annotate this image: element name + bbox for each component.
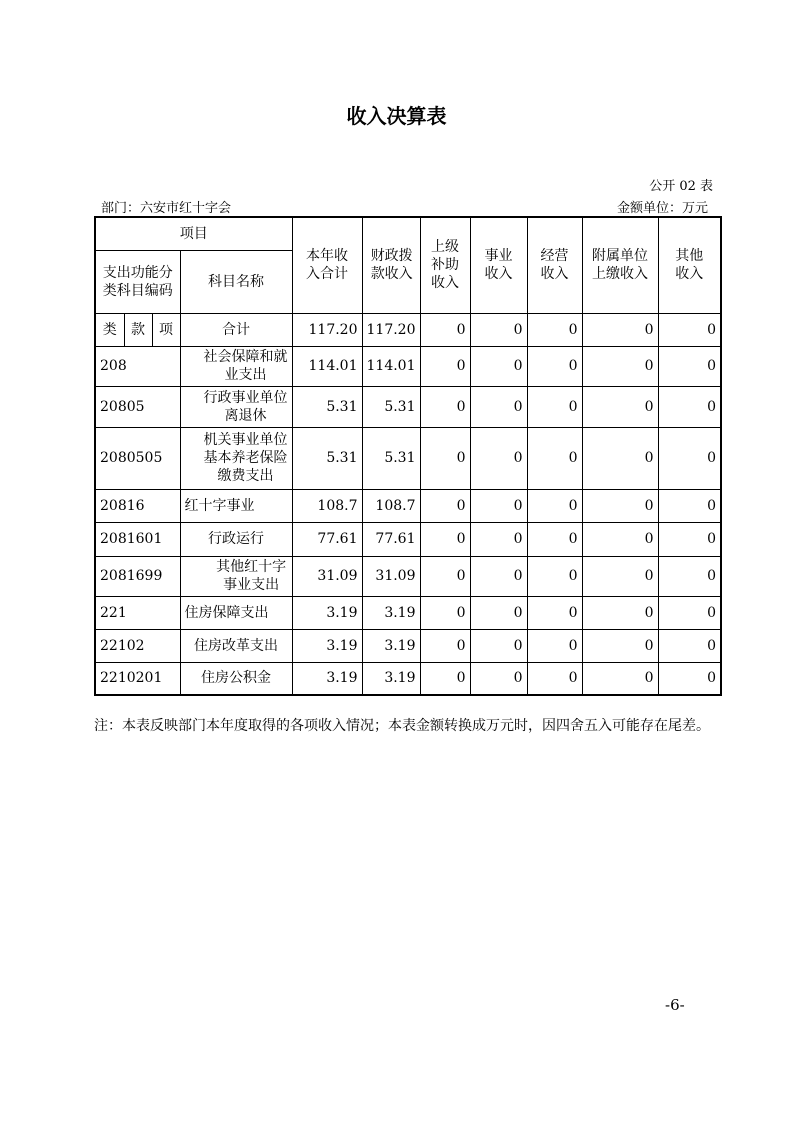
row-value: 0 <box>658 556 721 596</box>
header-row-1 <box>95 217 721 250</box>
row-value: 0 <box>470 596 527 629</box>
row-value: 0 <box>658 596 721 629</box>
row-name: 住房保障支出 <box>180 596 292 629</box>
row-value: 0 <box>658 346 721 386</box>
row-value: 0 <box>658 386 721 427</box>
row-value: 5.31 <box>292 386 362 427</box>
row-value: 31.09 <box>292 556 362 596</box>
row-value: 77.61 <box>292 522 362 556</box>
row-value: 0 <box>420 556 470 596</box>
row-value: 3.19 <box>362 662 420 695</box>
page-title: 收入决算表 <box>346 104 447 128</box>
row-value: 108.7 <box>362 489 420 522</box>
row-code: 20805 <box>95 386 180 427</box>
row-value: 0 <box>470 662 527 695</box>
total-value: 0 <box>470 313 527 346</box>
row-name: 住房改革支出 <box>180 629 292 662</box>
unit-label: 金额单位：万元 <box>616 201 708 216</box>
row-value: 0 <box>658 489 721 522</box>
table-row <box>95 427 721 489</box>
row-value: 0 <box>420 489 470 522</box>
row-name: 其他红十字事业支出 <box>180 556 292 596</box>
form-number: 公开 02 表 <box>649 179 713 194</box>
row-value: 0 <box>420 596 470 629</box>
header-affiliated: 附属单位上缴收入 <box>582 217 658 313</box>
row-value: 108.7 <box>292 489 362 522</box>
row-value: 0 <box>658 522 721 556</box>
row-code: 2081601 <box>95 522 180 556</box>
row-value: 0 <box>420 386 470 427</box>
total-value: 0 <box>420 313 470 346</box>
row-code: 22102 <box>95 629 180 662</box>
row-value: 0 <box>527 489 582 522</box>
row-value: 77.61 <box>362 522 420 556</box>
row-value: 0 <box>420 346 470 386</box>
income-table <box>94 216 722 696</box>
row-value: 114.01 <box>292 346 362 386</box>
header-business: 事业收入 <box>470 217 527 313</box>
header-xiang: 项 <box>152 313 180 346</box>
row-name: 行政运行 <box>180 522 292 556</box>
header-lei: 类 <box>95 313 124 346</box>
row-value: 0 <box>527 629 582 662</box>
row-value: 0 <box>470 556 527 596</box>
header-other: 其他收入 <box>658 217 721 313</box>
row-value: 0 <box>582 662 658 695</box>
total-value: 117.20 <box>292 313 362 346</box>
row-value: 5.31 <box>362 427 420 489</box>
table-row <box>95 489 721 522</box>
row-code: 2080505 <box>95 427 180 489</box>
row-value: 0 <box>658 662 721 695</box>
row-value: 0 <box>582 346 658 386</box>
header-total: 本年收入合计 <box>292 217 362 313</box>
row-value: 3.19 <box>362 596 420 629</box>
page-number: -6- <box>665 996 685 1014</box>
row-code: 2081699 <box>95 556 180 596</box>
header-superior: 上级补助收入 <box>420 217 470 313</box>
row-value: 3.19 <box>362 629 420 662</box>
row-value: 0 <box>527 522 582 556</box>
header-operating: 经营收入 <box>527 217 582 313</box>
header-code: 支出功能分类科目编码 <box>95 250 180 313</box>
row-value: 0 <box>527 596 582 629</box>
row-value: 5.31 <box>292 427 362 489</box>
row-value: 0 <box>420 662 470 695</box>
row-code: 221 <box>95 596 180 629</box>
row-value: 114.01 <box>362 346 420 386</box>
row-code: 20816 <box>95 489 180 522</box>
row-value: 0 <box>582 489 658 522</box>
total-value: 0 <box>658 313 721 346</box>
row-value: 0 <box>582 427 658 489</box>
row-value: 0 <box>470 386 527 427</box>
total-value: 0 <box>527 313 582 346</box>
row-value: 0 <box>420 427 470 489</box>
row-code: 2210201 <box>95 662 180 695</box>
row-value: 0 <box>470 427 527 489</box>
row-value: 0 <box>470 522 527 556</box>
table-row <box>95 556 721 596</box>
row-value: 0 <box>527 556 582 596</box>
row-value: 0 <box>582 629 658 662</box>
row-name: 社会保障和就业支出 <box>180 346 292 386</box>
header-item: 项目 <box>95 217 292 250</box>
row-value: 0 <box>582 596 658 629</box>
header-kuan: 款 <box>124 313 152 346</box>
total-name: 合计 <box>180 313 292 346</box>
total-value: 0 <box>582 313 658 346</box>
row-value: 3.19 <box>292 596 362 629</box>
row-value: 0 <box>470 346 527 386</box>
table-row <box>95 596 721 629</box>
department-label: 部门：六安市红十字会 <box>101 201 232 216</box>
row-name: 行政事业单位离退休 <box>180 386 292 427</box>
table-row <box>95 346 721 386</box>
total-value: 117.20 <box>362 313 420 346</box>
row-value: 0 <box>527 346 582 386</box>
row-value: 0 <box>470 489 527 522</box>
row-value: 0 <box>420 522 470 556</box>
row-value: 0 <box>582 386 658 427</box>
row-value: 0 <box>582 556 658 596</box>
row-name: 住房公积金 <box>180 662 292 695</box>
row-name: 红十字事业 <box>180 489 292 522</box>
header-subject: 科目名称 <box>180 250 292 313</box>
total-row <box>95 313 721 346</box>
row-value: 31.09 <box>362 556 420 596</box>
row-value: 3.19 <box>292 662 362 695</box>
row-value: 0 <box>420 629 470 662</box>
row-value: 0 <box>527 386 582 427</box>
row-value: 0 <box>527 427 582 489</box>
row-value: 0 <box>658 629 721 662</box>
row-value: 5.31 <box>362 386 420 427</box>
row-value: 0 <box>527 662 582 695</box>
row-name: 机关事业单位基本养老保险缴费支出 <box>180 427 292 489</box>
table-row <box>95 629 721 662</box>
header-fiscal: 财政拨款收入 <box>362 217 420 313</box>
row-value: 3.19 <box>292 629 362 662</box>
row-value: 0 <box>582 522 658 556</box>
footnote: 注：本表反映部门本年度取得的各项收入情况；本表金额转换成万元时，因四舍五入可能存在尾差。 <box>94 718 710 734</box>
table-row <box>95 662 721 695</box>
row-value: 0 <box>470 629 527 662</box>
table-row <box>95 522 721 556</box>
row-code: 208 <box>95 346 180 386</box>
table-row <box>95 386 721 427</box>
row-value: 0 <box>658 427 721 489</box>
